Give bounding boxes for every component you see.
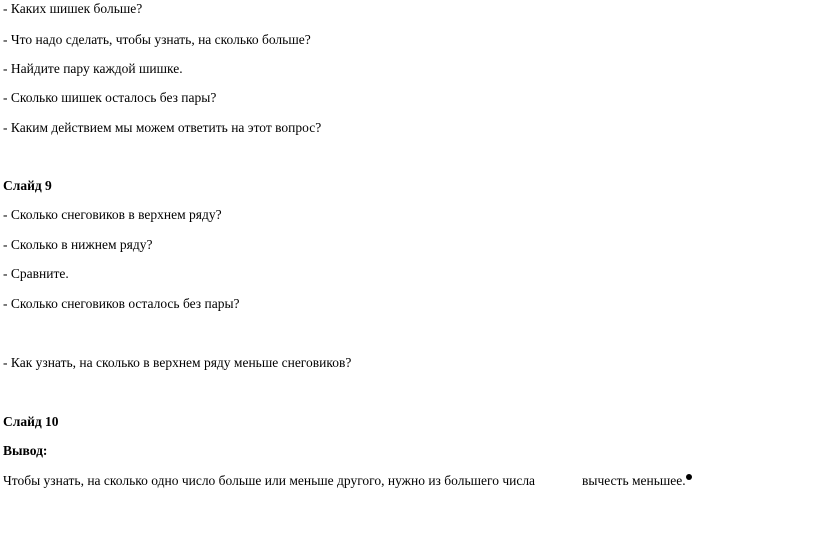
question-snowmen-without-pair: - Сколько снеговиков осталось без пары? [3, 296, 240, 311]
question-which-action: - Каким действием мы можем ответить на этот вопрос? [3, 120, 322, 135]
instruction-compare: - Сравните. [3, 266, 69, 281]
conclusion-label: Вывод: [3, 443, 48, 458]
question-what-to-do: - Что надо сделать, чтобы узнать, на сколько больше? [3, 32, 311, 47]
question-how-many-fewer: - Как узнать, на сколько в верхнем ряду меньше снеговиков? [3, 355, 352, 370]
conclusion-text: Чтобы узнать, на сколько одно число больше или меньше другого, нужно из большего числа [3, 473, 536, 488]
question-cones-without-pair: - Сколько шишек осталось без пары? [3, 90, 217, 105]
question-bottom-row: - Сколько в нижнем ряду? [3, 237, 153, 252]
conclusion-text-end: вычесть меньшее. [582, 473, 686, 488]
slide-10-heading: Слайд 10 [3, 414, 59, 429]
question-snowmen-top-row: - Сколько снеговиков в верхнем ряду? [3, 207, 222, 222]
instruction-find-pair: - Найдите пару каждой шишке. [3, 61, 183, 76]
bullet-dot-icon [686, 474, 692, 480]
slide-9-heading: Слайд 9 [3, 178, 52, 193]
question-which-cones-more: - Каких шишек больше? [3, 1, 143, 16]
